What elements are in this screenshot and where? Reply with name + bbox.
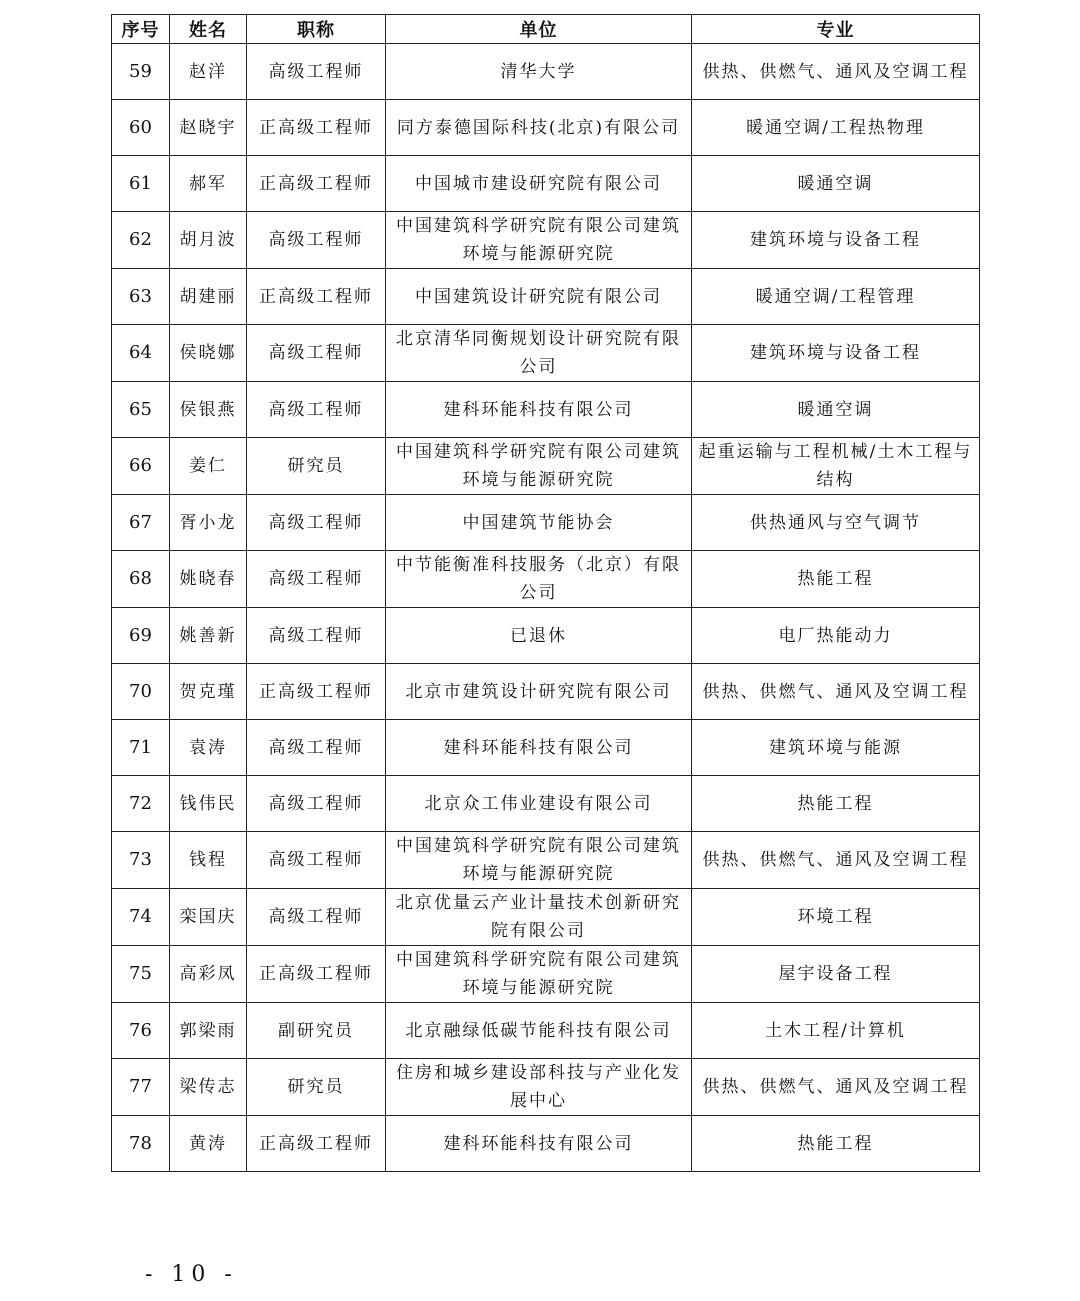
cell-specialty: 供热、供燃气、通风及空调工程 (692, 44, 980, 100)
cell-name: 胡建丽 (170, 269, 247, 325)
header-specialty: 专业 (692, 15, 980, 44)
cell-title: 研究员 (247, 438, 386, 495)
table-body (112, 44, 980, 1172)
table-row (112, 382, 980, 438)
table-row (112, 1116, 980, 1172)
cell-specialty: 建筑环境与设备工程 (692, 325, 980, 382)
cell-index: 63 (112, 269, 170, 325)
cell-organization: 住房和城乡建设部科技与产业化发展中心 (386, 1059, 692, 1116)
cell-specialty: 屋宇设备工程 (692, 946, 980, 1003)
cell-organization: 建科环能科技有限公司 (386, 1116, 692, 1172)
cell-title: 高级工程师 (247, 608, 386, 664)
table-row (112, 325, 980, 382)
cell-specialty: 起重运输与工程机械/土木工程与结构 (692, 438, 980, 495)
header-index: 序号 (112, 15, 170, 44)
cell-organization: 中国建筑设计研究院有限公司 (386, 269, 692, 325)
cell-specialty: 暖通空调/工程热物理 (692, 100, 980, 156)
cell-specialty: 供热通风与空气调节 (692, 495, 980, 551)
table-row (112, 438, 980, 495)
cell-specialty: 暖通空调/工程管理 (692, 269, 980, 325)
cell-organization: 北京融绿低碳节能科技有限公司 (386, 1003, 692, 1059)
header-name: 姓名 (170, 15, 247, 44)
cell-title: 正高级工程师 (247, 664, 386, 720)
cell-index: 77 (112, 1059, 170, 1116)
cell-organization: 北京市建筑设计研究院有限公司 (386, 664, 692, 720)
cell-index: 74 (112, 889, 170, 946)
cell-title: 正高级工程师 (247, 1116, 386, 1172)
cell-specialty: 建筑环境与能源 (692, 720, 980, 776)
table-row (112, 946, 980, 1003)
cell-organization: 中国建筑科学研究院有限公司建筑环境与能源研究院 (386, 946, 692, 1003)
cell-index: 72 (112, 776, 170, 832)
cell-index: 69 (112, 608, 170, 664)
cell-title: 高级工程师 (247, 776, 386, 832)
cell-title: 高级工程师 (247, 551, 386, 608)
cell-title: 高级工程师 (247, 382, 386, 438)
cell-name: 胥小龙 (170, 495, 247, 551)
cell-name: 钱程 (170, 832, 247, 889)
cell-specialty: 热能工程 (692, 776, 980, 832)
table-row (112, 1059, 980, 1116)
cell-name: 侯银燕 (170, 382, 247, 438)
table-row (112, 44, 980, 100)
cell-name: 赵晓宇 (170, 100, 247, 156)
cell-organization: 中国建筑科学研究院有限公司建筑环境与能源研究院 (386, 438, 692, 495)
cell-organization: 中节能衡准科技服务（北京）有限公司 (386, 551, 692, 608)
cell-specialty: 热能工程 (692, 551, 980, 608)
header-organization: 单位 (386, 15, 692, 44)
cell-title: 高级工程师 (247, 720, 386, 776)
cell-specialty: 供热、供燃气、通风及空调工程 (692, 664, 980, 720)
cell-index: 70 (112, 664, 170, 720)
cell-index: 67 (112, 495, 170, 551)
page-number: - 10 - (145, 1262, 238, 1287)
cell-index: 73 (112, 832, 170, 889)
table-row (112, 720, 980, 776)
cell-index: 75 (112, 946, 170, 1003)
expert-list-table (111, 14, 980, 1172)
cell-organization: 同方泰德国际科技(北京)有限公司 (386, 100, 692, 156)
cell-title: 高级工程师 (247, 495, 386, 551)
cell-title: 副研究员 (247, 1003, 386, 1059)
cell-organization: 北京优量云产业计量技术创新研究院有限公司 (386, 889, 692, 946)
cell-organization: 已退休 (386, 608, 692, 664)
cell-name: 姚晓春 (170, 551, 247, 608)
cell-specialty: 土木工程/计算机 (692, 1003, 980, 1059)
header-title: 职称 (247, 15, 386, 44)
cell-name: 赵洋 (170, 44, 247, 100)
cell-organization: 中国城市建设研究院有限公司 (386, 156, 692, 212)
table-row (112, 664, 980, 720)
cell-index: 62 (112, 212, 170, 269)
table-row (112, 832, 980, 889)
cell-name: 贺克瑾 (170, 664, 247, 720)
table-row (112, 156, 980, 212)
table-row (112, 776, 980, 832)
cell-specialty: 建筑环境与设备工程 (692, 212, 980, 269)
cell-name: 梁传志 (170, 1059, 247, 1116)
cell-title: 高级工程师 (247, 44, 386, 100)
table-row (112, 551, 980, 608)
cell-organization: 中国建筑节能协会 (386, 495, 692, 551)
table-row (112, 495, 980, 551)
cell-organization: 中国建筑科学研究院有限公司建筑环境与能源研究院 (386, 832, 692, 889)
cell-specialty: 供热、供燃气、通风及空调工程 (692, 832, 980, 889)
cell-name: 郭梁雨 (170, 1003, 247, 1059)
cell-name: 栾国庆 (170, 889, 247, 946)
cell-title: 高级工程师 (247, 889, 386, 946)
cell-specialty: 暖通空调 (692, 382, 980, 438)
table-row (112, 212, 980, 269)
cell-index: 61 (112, 156, 170, 212)
cell-title: 正高级工程师 (247, 156, 386, 212)
cell-name: 胡月波 (170, 212, 247, 269)
cell-index: 76 (112, 1003, 170, 1059)
cell-name: 袁涛 (170, 720, 247, 776)
cell-name: 姜仁 (170, 438, 247, 495)
cell-organization: 北京清华同衡规划设计研究院有限公司 (386, 325, 692, 382)
cell-index: 60 (112, 100, 170, 156)
cell-specialty: 暖通空调 (692, 156, 980, 212)
table-row (112, 100, 980, 156)
cell-name: 高彩凤 (170, 946, 247, 1003)
cell-name: 姚善新 (170, 608, 247, 664)
cell-organization: 建科环能科技有限公司 (386, 720, 692, 776)
cell-title: 正高级工程师 (247, 269, 386, 325)
cell-title: 正高级工程师 (247, 946, 386, 1003)
cell-title: 高级工程师 (247, 325, 386, 382)
cell-index: 66 (112, 438, 170, 495)
cell-name: 钱伟民 (170, 776, 247, 832)
cell-index: 78 (112, 1116, 170, 1172)
cell-organization: 清华大学 (386, 44, 692, 100)
table-row (112, 889, 980, 946)
table-row (112, 269, 980, 325)
cell-organization: 北京众工伟业建设有限公司 (386, 776, 692, 832)
table-header-row (112, 15, 980, 44)
cell-name: 郝军 (170, 156, 247, 212)
cell-specialty: 环境工程 (692, 889, 980, 946)
cell-title: 研究员 (247, 1059, 386, 1116)
cell-index: 59 (112, 44, 170, 100)
cell-organization: 建科环能科技有限公司 (386, 382, 692, 438)
cell-title: 高级工程师 (247, 212, 386, 269)
table-row (112, 1003, 980, 1059)
cell-index: 71 (112, 720, 170, 776)
cell-title: 高级工程师 (247, 832, 386, 889)
cell-name: 侯晓娜 (170, 325, 247, 382)
cell-index: 65 (112, 382, 170, 438)
cell-specialty: 电厂热能动力 (692, 608, 980, 664)
cell-name: 黄涛 (170, 1116, 247, 1172)
cell-index: 64 (112, 325, 170, 382)
cell-specialty: 热能工程 (692, 1116, 980, 1172)
cell-organization: 中国建筑科学研究院有限公司建筑环境与能源研究院 (386, 212, 692, 269)
table-row (112, 608, 980, 664)
cell-title: 正高级工程师 (247, 100, 386, 156)
cell-specialty: 供热、供燃气、通风及空调工程 (692, 1059, 980, 1116)
cell-index: 68 (112, 551, 170, 608)
